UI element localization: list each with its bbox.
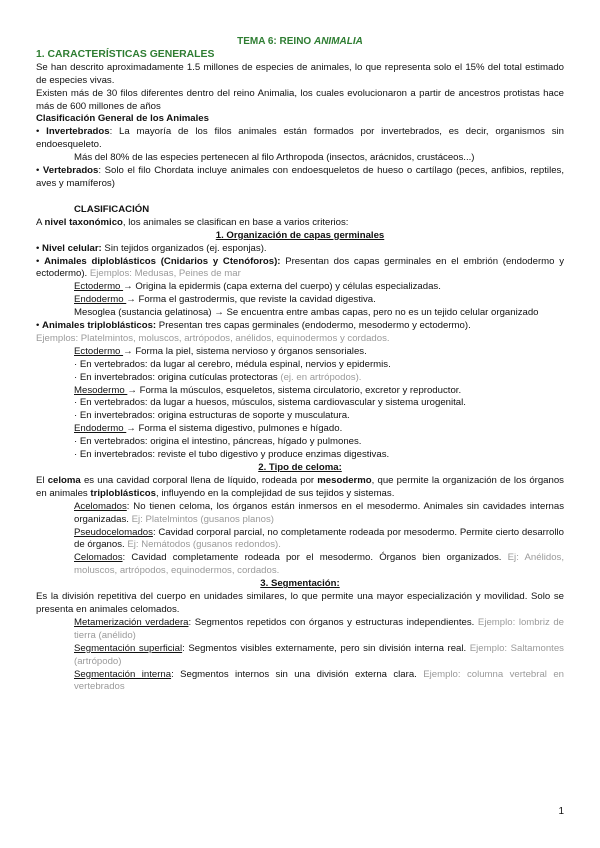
bullet-diploblasticos: • Animales diploblásticos (Cnidarios y Ctenóforos): Presentan dos capas germinales en el embrión (endodermo y ectodermo). Ejemplos: Medusas, Peines de mar [36,255,565,280]
arthropoda-note: Más del 80% de las especies pertenecen al filo Arthropoda (insectos, arácnidos, crustáceos...) [74,152,475,164]
triplo-endodermo: Endodermo → Forma el sistema digestivo, pulmones e hígado. [74,423,343,435]
triplo-endodermo-vert: · En vertebrados: origina el intestino, páncreas, hígado y pulmones. [74,436,362,448]
segmentacion-definition: Es la división repetitiva del cuerpo en unidades similares, lo que permite una mayor especialización y movilidad. Solo se presenta en animales celomados. [36,591,564,615]
taxonomy-intro: A nivel taxonómico, los animales se clasifican en base a varios criterios: [36,216,349,228]
document-page [36,36,564,694]
triplo-mesodermo-vert: · En vertebrados: da lugar a huesos, músculos, sistema cardiovascular y sistema urogenital. [74,397,466,409]
acelomados: Acelomados: No tienen celoma, los órganos están inmersos en el mesodermo. Animales sin cavidades internas organizadas. Ej: Platelmintos (gusanos planos) [74,500,564,525]
page-number: 1 [558,806,564,817]
diplo-endodermo: Endodermo → Forma el gastrodermis, que reviste la cavidad digestiva. [74,294,376,306]
metamerizacion: Metamerización verdadera: Segmentos repetidos con órganos y estructuras independientes. Ejemplo: lombriz de tierra (anélido) [74,616,564,641]
triplo-ectodermo: Ectodermo → Forma la piel, sistema nervioso y órganos sensoriales. [74,345,367,357]
paragraph: Existen más de 30 filos diferentes dentro del reino Animalia, los cuales evolucionaron a partir de ancestros protistas hace más de 600 millones de años [36,87,564,112]
pseudocelomados: Pseudocelomados: Cavidad corporal parcial, no completamente rodeada por mesodermo. Permite cierto desarrollo de órganos. Ej: Nemátodos (gusanos redondos). [74,526,564,551]
celomados: Celomados: Cavidad completamente rodeada por el mesodermo. Órganos bien organizados. Ej: Anélidos, moluscos, artrópodos, equinodermos, cordados. [74,552,564,577]
segmentacion-superficial: Segmentación superficial: Segmentos visibles externamente, pero sin división interna real. Ejemplo: Saltamontes (artrópodo) [74,642,564,667]
diplo-mesoglea: Mesoglea (sustancia gelatinosa) → Se encuentra entre ambas capas, pero no es un tejido celular organizado [74,307,539,319]
section-heading-clasificacion: CLASIFICACIÓN [74,203,150,215]
paragraph: Se han descrito aproximadamente 1.5 millones de especies de animales, lo que representa solo el 15% del total estimado de especies vivas. [36,61,564,86]
subheading-capas-germinales: 1. Organización de capas germinales [215,229,385,241]
celoma-definition: El celoma es una cavidad corporal llena de líquido, rodeada por mesodermo, que permite la organización de los órganos en animales triploblásticos, influyendo en la complejidad de sus tejidos y sistemas. [36,474,564,499]
subheading-clasificacion-general: Clasificación General de los Animales [36,113,209,125]
segmentacion-interna: Segmentación interna: Segmentos internos sin una división externa clara. Ejemplo: columna vertebral en vertebrados [74,668,564,693]
bullet-vertebrados: • Vertebrados: Solo el filo Chordata incluye animales con endoesqueletos de hueso o cartílago (peces, anfibios, reptiles, aves y mamíferos) [36,165,564,189]
triplo-ectodermo-invert: · En invertebrados: origina cutículas protectoras (ej. en artrópodos). [74,371,362,383]
triplo-mesodermo-invert: · En invertebrados: origina estructuras de soporte y musculatura. [74,410,350,422]
triplo-examples: Ejemplos: Platelmintos, moluscos, artrópodos, anélidos, equinodermos y cordados. [36,332,390,344]
triplo-ectodermo-vert: · En vertebrados: da lugar al cerebro, médula espinal, nervios y epidermis. [74,358,391,370]
triplo-endodermo-invert: · En invertebrados: reviste el tubo digestivo y produce enzimas digestivas. [74,449,390,461]
bullet-nivel-celular: • Nivel celular: Sin tejidos organizados (ej. esponjas). [36,242,267,254]
page-title: TEMA 6: REINO ANIMALIA [237,36,363,47]
bullet-triploblasticos: • Animales triploblásticos: Presentan tres capas germinales (endodermo, mesodermo y ectodermo). [36,320,471,332]
subheading-segmentacion: 3. Segmentación: [260,578,340,590]
bullet-invertebrados: • Invertebrados: La mayoría de los filos animales están formados por invertebrados, es decir, organismos sin endoesqueleto. [36,126,564,151]
section-heading-caracteristicas: 1. CARACTERÍSTICAS GENERALES [36,48,215,60]
diplo-ectodermo: Ectodermo → Origina la epidermis (capa externa del cuerpo) y células especializadas. [74,281,441,293]
triplo-mesodermo: Mesodermo → Forma la músculos, esqueletos, sistema circulatorio, excretor y reproductor. [74,384,462,396]
subheading-tipo-celoma: 2. Tipo de celoma: [258,462,342,473]
